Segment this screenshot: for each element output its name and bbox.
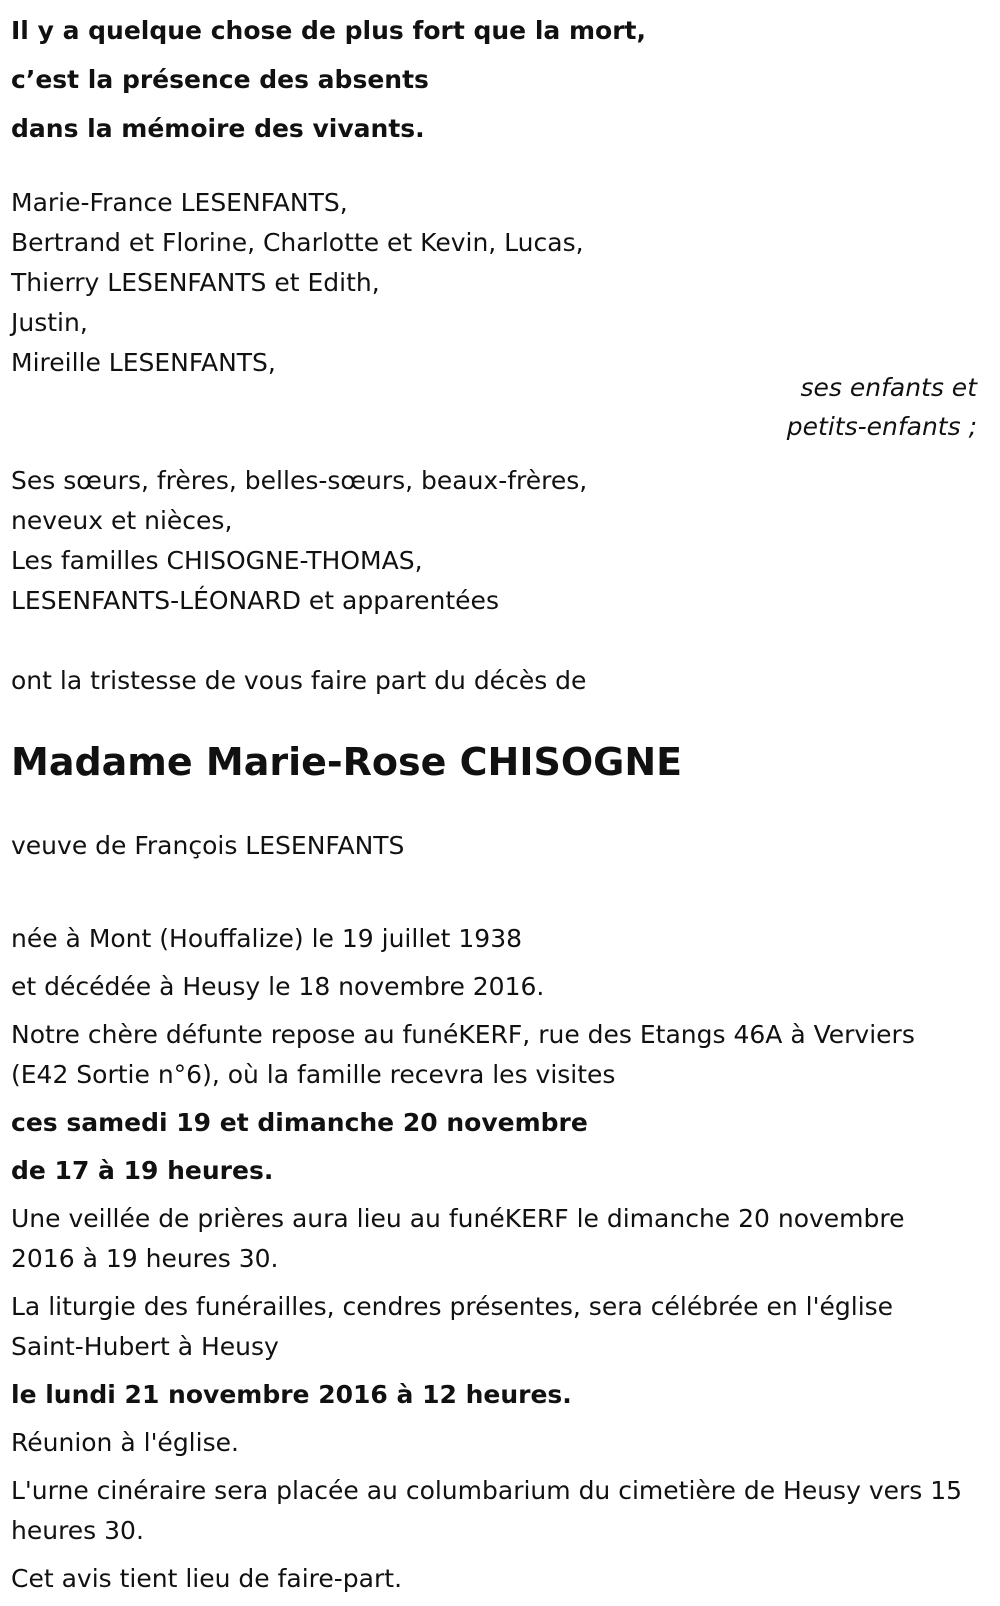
quote-line: c’est la présence des absents [11, 65, 429, 94]
role-line: petits-enfants ; [786, 412, 977, 441]
urn-info: L'urne cinéraire sera placée au columbarium du cimetière de Heusy vers 15 heures 30. [11, 1476, 963, 1545]
family-member: Mireille LESENFANTS, [11, 348, 276, 377]
death-info: et décédée à Heusy le 18 novembre 2016. [11, 972, 545, 1001]
relative-line: neveux et nièces, [11, 506, 233, 535]
deceased-name: Madame Marie-Rose CHISOGNE [11, 740, 683, 784]
announcement: ont la tristesse de vous faire part du décès de [11, 666, 587, 695]
widow-of: veuve de François LESENFANTS [11, 831, 405, 860]
relatives-list [11, 461, 989, 621]
family-member: Marie-France LESENFANTS, [11, 188, 348, 217]
family-member: Bertrand et Florine, Charlotte et Kevin, Lucas, [11, 228, 584, 257]
birth-info: née à Mont (Houffalize) le 19 juillet 1938 [11, 924, 523, 953]
opening-quote [11, 6, 989, 153]
meeting-info: Réunion à l'église. [11, 1428, 239, 1457]
role-line: ses enfants et [800, 373, 977, 402]
liturgy-info: La liturgie des funérailles, cendres présentes, sera célébrée en l'église Saint-Hubert à Heusy [11, 1292, 894, 1361]
visit-hours: de 17 à 19 heures. [11, 1156, 274, 1185]
obituary-notice [11, 6, 989, 1599]
family-member: Thierry LESENFANTS et Edith, [11, 268, 380, 297]
relative-line: LESENFANTS-LÉONARD et apparentées [11, 586, 499, 615]
relative-line: Ses sœurs, frères, belles-sœurs, beaux-frères, [11, 466, 588, 495]
vigil-info: Une veillée de prières aura lieu au funéKERF le dimanche 20 novembre 2016 à 19 heures 30. [11, 1204, 905, 1273]
liturgy-date: le lundi 21 novembre 2016 à 12 heures. [11, 1380, 572, 1409]
quote-line: Il y a quelque chose de plus fort que la mort, [11, 16, 646, 45]
family-list [11, 183, 989, 383]
relative-line: Les familles CHISOGNE-THOMAS, [11, 546, 423, 575]
quote-line: dans la mémoire des vivants. [11, 114, 425, 143]
family-member: Justin, [11, 308, 88, 337]
visit-days: ces samedi 19 et dimanche 20 novembre [11, 1108, 588, 1137]
notice-info: Cet avis tient lieu de faire-part. [11, 1564, 403, 1593]
family-role [717, 368, 977, 446]
repose-info: Notre chère défunte repose au funéKERF, rue des Etangs 46A à Verviers (E42 Sortie n°6), où la famille recevra les visites [11, 1020, 915, 1089]
